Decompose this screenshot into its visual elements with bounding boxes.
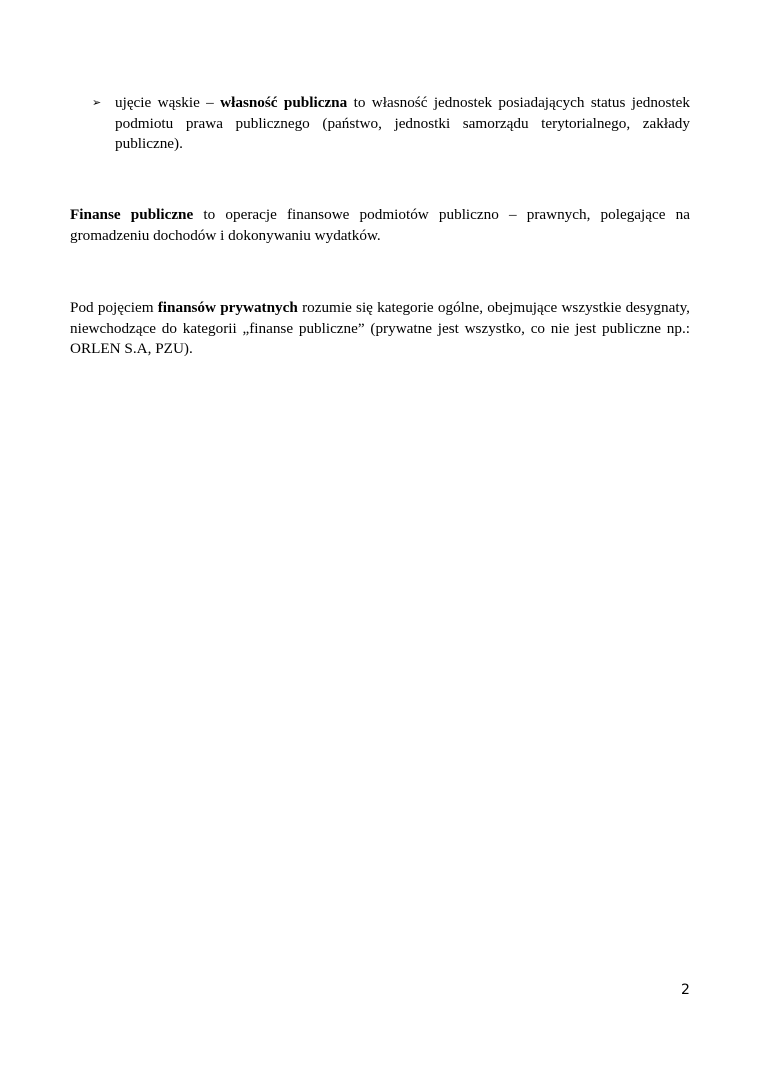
- paragraph-private-finance-term: finansów prywatnych: [157, 299, 298, 316]
- paragraph-private-finance-text: rozumie się kategorie ogólne, obejmujące wszystkie desygnaty, niewchodzące do kategorii „finanse publiczne” (prywatne jest wszystko, co nie jest publiczne np.: ORLEN S.A, PZU).: [70, 299, 690, 357]
- arrow-bullet-icon: ➢: [92, 96, 102, 109]
- bullet-text-rest: to własność jednostek posiadających status jednostek podmiotu prawa publicznego (państwo, jednostki samorządu terytorialnego, zakłady publiczne).: [115, 94, 690, 152]
- paragraph-public-finance-term: Finanse publiczne: [70, 206, 194, 223]
- paragraph-private-finance: [70, 298, 690, 360]
- page-number: 2: [681, 982, 690, 998]
- paragraph-public-finance-text: to operacje finansowe podmiotów publiczno – prawnych, polegające na gromadzeniu dochodów i dokonywaniu wydatków.: [70, 206, 690, 244]
- bullet-bold-term: własność publiczna: [220, 94, 348, 111]
- bullet-text-intro: ujęcie wąskie –: [115, 94, 221, 111]
- bullet-text: [115, 93, 690, 155]
- paragraph-private-finance-intro: Pod pojęciem: [70, 299, 158, 316]
- paragraph-public-finance: [70, 205, 690, 246]
- bullet-list-item: [70, 93, 690, 155]
